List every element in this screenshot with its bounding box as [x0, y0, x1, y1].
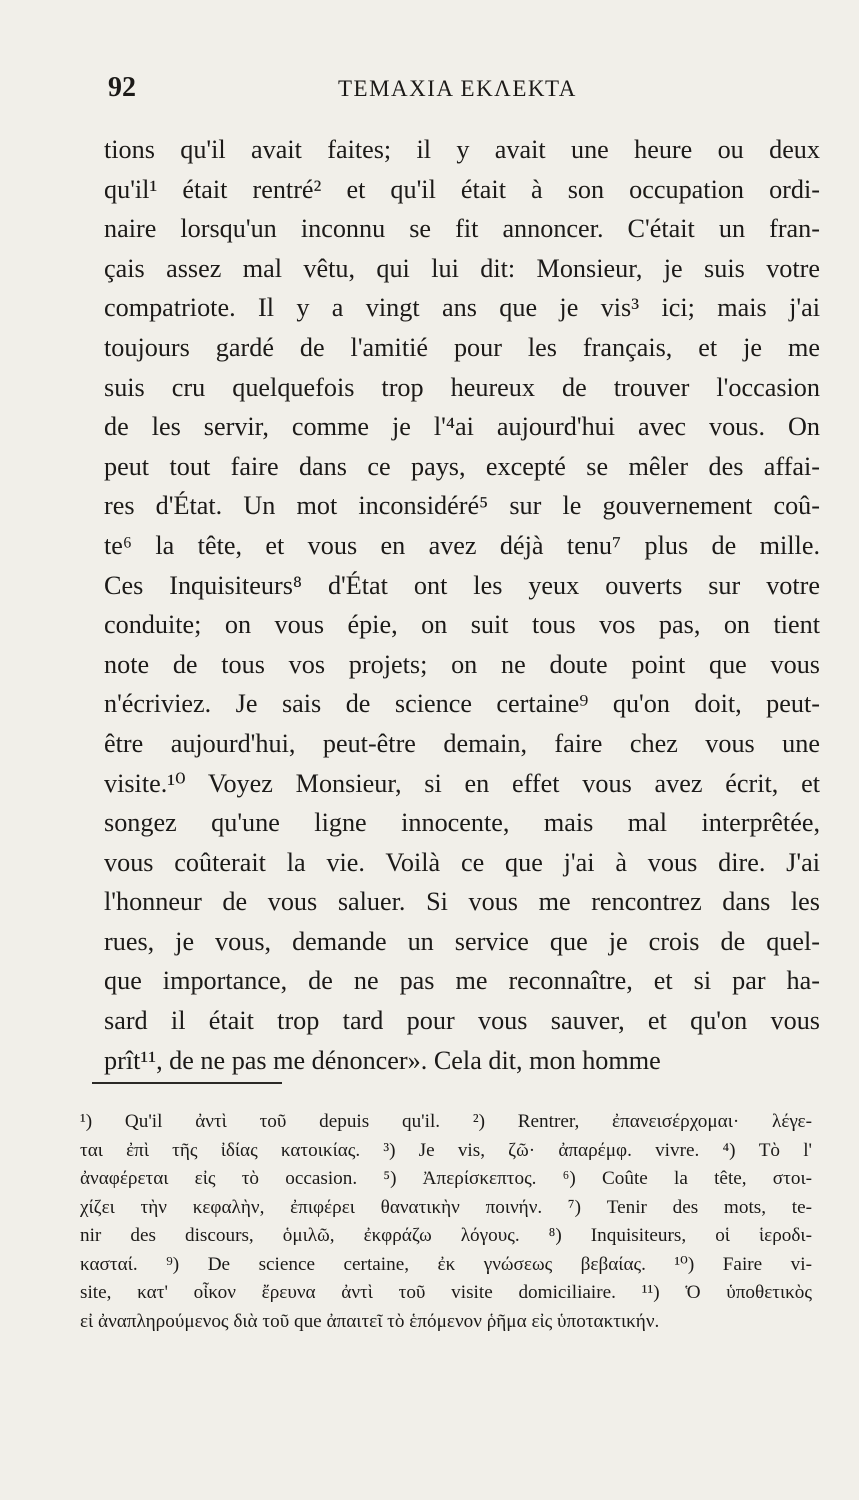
body-line: vous coûterait la vie. Voilà ce que j'ai à vous dire. J'ai — [104, 847, 820, 877]
body-line: compatriote. Il y a vingt ans que je vis³ ici; mais j'ai — [104, 293, 820, 323]
body-line: res d'État. Un mot inconsidéré⁵ sur le gouvernement coû- — [104, 491, 820, 521]
body-line: que importance, de ne pas me reconnaître, et si par ha- — [104, 966, 820, 996]
body-line: être aujourd'hui, peut-être demain, faire chez vous une — [104, 728, 820, 758]
body-line: suis cru quelquefois trop heureux de trouver l'occasion — [104, 372, 820, 402]
footnote-line: χίζει τὴν κεφαλὴν, ἐπιφέρει θανατικὴν ποινήν. ⁷) Tenir des mots, te- — [80, 1196, 812, 1218]
body-text — [104, 130, 820, 1080]
body-line: qu'il¹ était rentré² et qu'il était à son occupation ordi- — [104, 174, 820, 204]
body-line: de les servir, comme je l'⁴ai aujourd'hui avec vous. On — [104, 412, 820, 442]
footnote-line: nir des discours, ὁμιλῶ, ἐκφράζω λόγους. ⁸) Inquisiteurs, οἱ ἱεροδι- — [80, 1225, 812, 1246]
body-line: visite.¹⁰ Voyez Monsieur, si en effet vous avez écrit, et — [104, 768, 820, 798]
body-line: toujours gardé de l'amitié pour les français, et je me — [104, 332, 820, 362]
body-line: naire lorsqu'un inconnu se fit annoncer. C'était un fran- — [104, 214, 820, 244]
body-line: tions qu'il avait faites; il y avait une heure ou deux — [104, 135, 820, 164]
body-line: n'écriviez. Je sais de science certaine⁹ qu'on doit, peut- — [104, 689, 820, 719]
footnote-line: ἀναφέρεται εἰς τὸ occasion. ⁵) Ἀπερίσκεπτος. ⁶) Coûte la tête, στοι- — [80, 1168, 812, 1189]
footnote-line: ται ἐπὶ τῆς ἰδίας κατοικίας. ³) Je vis, ζῶ· ἀπαρέμφ. vivre. ⁴) Τὸ l' — [80, 1139, 812, 1161]
body-line: l'honneur de vous saluer. Si vous me rencontrez dans les — [104, 887, 820, 917]
body-line: prît¹¹, de ne pas me dénoncer». Cela dit, mon homme — [104, 1045, 661, 1075]
body-line: songez qu'une ligne innocente, mais mal interprêtée, — [104, 808, 820, 838]
running-head: ΤΕΜΑΧΙΑ ΕΚΛΕΚΤΑ — [338, 76, 577, 101]
footnote-line: site, κατ' οἶκον ἔρευνα ἀντὶ τοῦ visite domiciliaire. ¹¹) Ὁ ὑποθετικὸς — [80, 1282, 812, 1303]
body-line: te⁶ la tête, et vous en avez déjà tenu⁷ plus de mille. — [104, 530, 820, 560]
footnote-line: εἰ ἀναπληρούμενος διὰ τοῦ que ἀπαιτεῖ τὸ ἑπόμενον ῥῆμα εἰς ὑποτακτικήν. — [80, 1310, 660, 1332]
body-line: çais assez mal vêtu, qui lui dit: Monsieur, je suis votre — [104, 253, 820, 283]
body-line: note de tous vos projets; on ne doute point que vous — [104, 649, 820, 679]
page-number: 92 — [108, 72, 136, 103]
footnotes — [80, 1108, 812, 1336]
body-line: Ces Inquisiteurs⁸ d'État ont les yeux ouverts sur votre — [104, 570, 820, 600]
footnote-line: ¹) Qu'il ἀντὶ τοῦ depuis qu'il. ²) Rentrer, ἐπανεισέρχομαι· λέγε- — [80, 1111, 812, 1132]
footnote-line: κασταί. ⁹) De science certaine, ἐκ γνώσεως βεβαίας. ¹⁰) Faire vi- — [80, 1253, 812, 1275]
footnote-rule — [92, 1082, 282, 1084]
page-header — [108, 72, 828, 112]
body-line: sard il était trop tard pour vous sauver, et qu'on vous — [104, 1006, 820, 1036]
body-line: rues, je vous, demande un service que je crois de quel- — [104, 926, 820, 956]
body-line: peut tout faire dans ce pays, excepté se mêler des affai- — [104, 451, 820, 481]
body-line: conduite; on vous épie, on suit tous vos pas, on tient — [104, 610, 820, 640]
